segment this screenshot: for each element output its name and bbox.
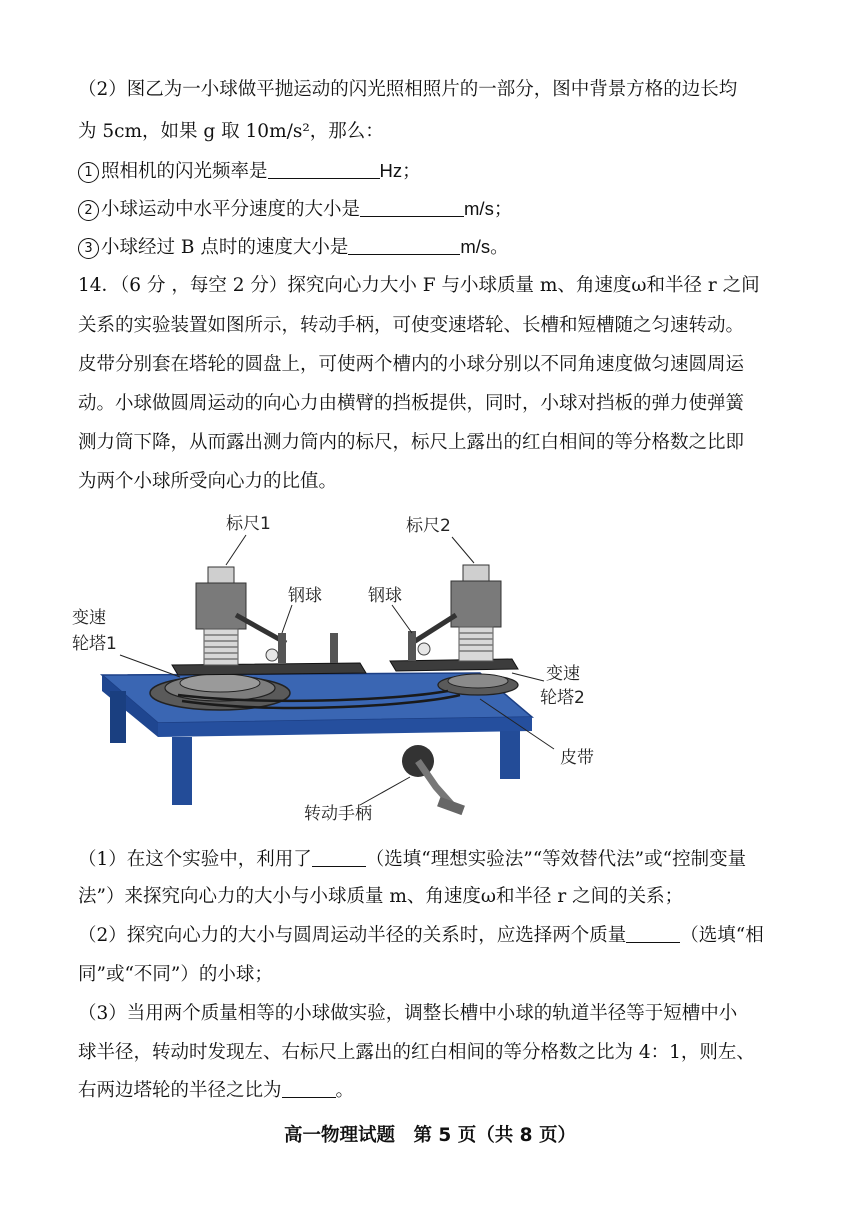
circled-number-3: 3 <box>78 238 99 259</box>
page-footer: 高一物理试题 第 5 页（共 8 页） <box>283 1125 576 1146</box>
sub1-text-b: （选填“理想实验法”“等效替代法”或“控制变量 <box>365 849 747 870</box>
label-tower1-b: 轮塔1 <box>72 634 117 654</box>
left-baffle-2 <box>330 633 338 663</box>
right-lever-arm <box>412 615 456 643</box>
item2-unit: m/s； <box>464 198 513 219</box>
answer-blank-1[interactable] <box>268 160 380 179</box>
label-ball-left: 钢球 <box>288 586 322 606</box>
right-steel-ball <box>418 643 430 655</box>
q14-line-3: 皮带分别套在塔轮的圆盘上，可使两个槽内的小球分别以不同角速度做匀速圆周运 <box>78 354 745 375</box>
q13-part2-line2: 为 5cm，如果 g 取 10m/s²，那么： <box>78 121 384 142</box>
q14-sub1-line2: 法”）来探究向心力的大小与小球质量 m、角速度ω和半径 r 之间的关系； <box>78 886 684 907</box>
label-ruler1: 标尺1 <box>226 514 271 534</box>
label-tower2-b: 轮塔2 <box>540 688 585 708</box>
answer-blank-sub2[interactable] <box>626 924 680 943</box>
sub2-text-b: （选填“相 <box>680 925 764 946</box>
label-ruler2: 标尺2 <box>406 516 451 536</box>
ruler2-cap <box>463 565 489 581</box>
q13-item2 <box>78 197 512 222</box>
circled-number-1: 1 <box>78 162 99 183</box>
sub1-text-a: （1）在这个实验中，利用了 <box>78 849 312 870</box>
item1-unit: Hz； <box>379 160 421 181</box>
q14-sub1-line1 <box>78 848 746 872</box>
table-leg-front-left <box>172 737 192 805</box>
q14-line-4: 动。小球做圆周运动的向心力由横臂的挡板提供，同时，小球对挡板的弹力使弹簧 <box>78 393 745 414</box>
table-leg-front-right <box>500 731 520 779</box>
q14-line-1: 14．（6 分 ，每空 2 分）探究向心力大小 F 与小球质量 m、角速度ω和半径 r 之间 <box>78 275 760 296</box>
q14-sub3-line2: 球半径，转动时发现左、右标尺上露出的红白相间的等分格数之比为 4：1，则左、 <box>78 1042 755 1063</box>
q14-line-5: 测力筒下降，从而露出测力筒内的标尺，标尺上露出的红白相间的等分格数之比即 <box>78 432 745 453</box>
q13-part2-line1: （2）图乙为一小球做平抛运动的闪光照相照片的一部分，图中背景方格的边长均 <box>78 79 738 100</box>
tower1-pulley-small <box>180 674 260 692</box>
q14-sub3-line3 <box>78 1079 354 1103</box>
q14-line-2: 关系的实验装置如图所示，转动手柄，可使变速塔轮、长槽和短槽随之匀速转动。 <box>78 315 745 336</box>
item1-text: 照相机的闪光频率是 <box>101 161 268 182</box>
tower2-cylinder <box>451 581 501 627</box>
label-handle: 转动手柄 <box>304 804 372 824</box>
answer-blank-2[interactable] <box>360 198 464 217</box>
left-baffle-1 <box>278 633 286 663</box>
label-ball-right: 钢球 <box>368 586 402 606</box>
crank-handle <box>418 761 452 805</box>
q14-sub2-line1 <box>78 924 764 948</box>
item3-unit: m/s。 <box>460 236 509 257</box>
right-baffle <box>408 631 416 661</box>
q14-sub2-line2: 同”或“不同”）的小球； <box>78 964 273 985</box>
tower2-spring <box>459 627 493 661</box>
tower1-cylinder <box>196 583 246 629</box>
centripetal-force-apparatus-figure <box>60 505 620 835</box>
answer-blank-sub3[interactable] <box>282 1079 336 1098</box>
item2-text: 小球运动中水平分速度的大小是 <box>101 199 361 220</box>
ruler1-cap <box>208 567 234 583</box>
q13-item3 <box>78 235 509 260</box>
long-slot-plate <box>172 663 366 675</box>
sub2-text-a: （2）探究向心力的大小与圆周运动半径的关系时，应选择两个质量 <box>78 925 627 946</box>
sub3-text-b: 。 <box>335 1080 355 1101</box>
left-steel-ball <box>266 649 278 661</box>
sub3-text-a: 右两边塔轮的半径之比为 <box>78 1080 282 1101</box>
item3-text: 小球经过 B 点时的速度大小是 <box>101 237 349 258</box>
label-tower1-a: 变速 <box>72 608 106 628</box>
answer-blank-3[interactable] <box>348 236 460 255</box>
label-tower2-a: 变速 <box>546 664 580 684</box>
table-leg-back-left <box>110 691 126 743</box>
tower2-pulley-small <box>448 674 508 688</box>
label-belt: 皮带 <box>560 748 594 768</box>
circled-number-2: 2 <box>78 200 99 221</box>
q13-item1 <box>78 159 421 184</box>
answer-blank-sub1[interactable] <box>312 848 366 867</box>
q14-line-6: 为两个小球所受向心力的比值。 <box>78 471 338 492</box>
q14-sub3-line1: （3）当用两个质量相等的小球做实验，调整长槽中小球的轨道半径等于短槽中小 <box>78 1003 738 1024</box>
